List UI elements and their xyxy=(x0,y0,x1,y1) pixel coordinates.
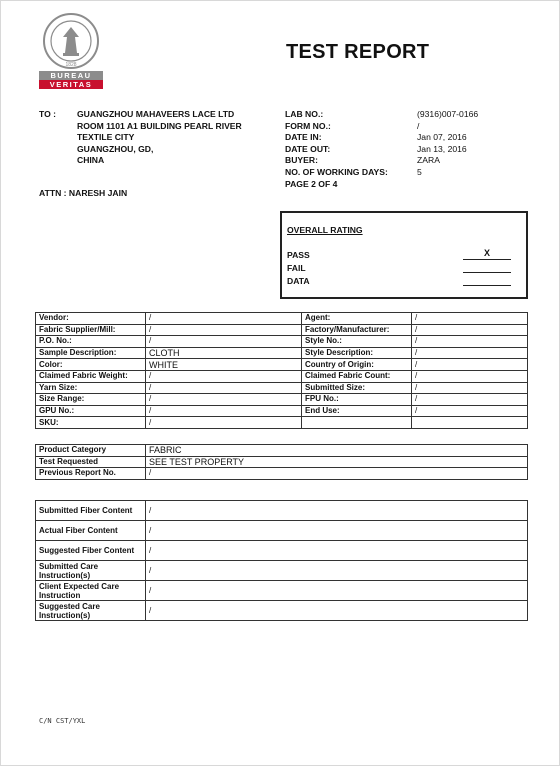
logo-veritas-text: VERITAS xyxy=(39,80,103,89)
field-value: / xyxy=(146,394,302,406)
field-value: / xyxy=(146,417,302,429)
table-row xyxy=(36,561,528,581)
table-row xyxy=(36,521,528,541)
field-label: FPU No.: xyxy=(302,394,412,406)
table-row xyxy=(36,382,528,394)
field-label: Client Expected Care Instruction xyxy=(36,581,146,601)
field-value: FABRIC xyxy=(146,445,528,457)
table-row xyxy=(36,336,528,348)
logo-year: 1828 xyxy=(65,62,77,68)
lab-info-labels xyxy=(285,109,388,190)
field-value: / xyxy=(146,541,528,561)
field-label: Previous Report No. xyxy=(36,468,146,480)
working-days-value: 5 xyxy=(417,166,422,177)
table-row xyxy=(36,456,528,468)
rating-pass-mark: X xyxy=(463,247,511,260)
field-value: / xyxy=(146,561,528,581)
sample-info-body xyxy=(36,313,528,429)
field-label: Sample Description: xyxy=(36,347,146,359)
field-label: Style No.: xyxy=(302,336,412,348)
bureau-veritas-logo xyxy=(39,13,103,89)
fiber-care-body xyxy=(36,501,528,621)
table-row xyxy=(36,324,528,336)
field-label: End Use: xyxy=(302,405,412,417)
field-label: Color: xyxy=(36,359,146,371)
table-row xyxy=(36,541,528,561)
sample-info-table xyxy=(35,312,528,429)
field-value: / xyxy=(412,336,528,348)
address-line: CHINA xyxy=(77,155,105,166)
field-label: Suggested Care Instruction(s) xyxy=(36,601,146,621)
table-row xyxy=(36,417,528,429)
field-label: Suggested Fiber Content xyxy=(36,541,146,561)
buyer-label: BUYER: xyxy=(285,155,318,166)
address-line: TEXTILE CITY xyxy=(77,132,135,143)
field-value: / xyxy=(146,601,528,621)
product-table xyxy=(35,444,528,480)
field-value: / xyxy=(412,313,528,325)
table-row xyxy=(36,601,528,621)
field-label xyxy=(302,417,412,429)
field-value: / xyxy=(146,405,302,417)
working-days-label: NO. OF WORKING DAYS: xyxy=(285,166,388,177)
field-label: Yarn Size: xyxy=(36,382,146,394)
address-line: GUANGZHOU MAHAVEERS LACE LTD xyxy=(77,109,235,119)
lab-no-label: LAB NO.: xyxy=(285,109,324,119)
field-value: SEE TEST PROPERTY xyxy=(146,456,528,468)
field-value: WHITE xyxy=(146,359,302,371)
field-value xyxy=(412,417,528,429)
date-out-label: DATE OUT: xyxy=(285,143,331,154)
overall-rating-box xyxy=(280,211,528,299)
field-value: / xyxy=(412,394,528,406)
fiber-care-table xyxy=(35,500,528,621)
address-line: GUANGZHOU, GD, xyxy=(77,143,154,154)
field-value: / xyxy=(412,359,528,371)
table-row xyxy=(36,394,528,406)
field-value: CLOTH xyxy=(146,347,302,359)
field-label: Submitted Size: xyxy=(302,382,412,394)
rating-pass-label: PASS xyxy=(287,250,310,260)
product-body xyxy=(36,445,528,480)
field-label: Fabric Supplier/Mill: xyxy=(36,324,146,336)
field-label: Actual Fiber Content xyxy=(36,521,146,541)
field-label: Claimed Fabric Count: xyxy=(302,370,412,382)
field-label: Product Category xyxy=(36,445,146,457)
field-label: GPU No.: xyxy=(36,405,146,417)
field-value: / xyxy=(412,370,528,382)
field-value: / xyxy=(146,521,528,541)
field-value: / xyxy=(146,382,302,394)
field-label: Vendor: xyxy=(36,313,146,325)
field-value: / xyxy=(412,382,528,394)
table-row xyxy=(36,313,528,325)
footer-code: C/N CST/YXL xyxy=(39,717,86,725)
field-label: SKU: xyxy=(36,417,146,429)
buyer-value: ZARA xyxy=(417,155,440,166)
field-label: P.O. No.: xyxy=(36,336,146,348)
attention-line: ATTN : NARESH JAIN xyxy=(39,188,128,198)
rating-data-label: DATA xyxy=(287,276,310,286)
field-value: / xyxy=(146,501,528,521)
table-row xyxy=(36,501,528,521)
field-value: / xyxy=(412,324,528,336)
table-row xyxy=(36,468,528,480)
form-no-value: / xyxy=(417,120,420,131)
field-value: / xyxy=(146,370,302,382)
field-value: / xyxy=(412,405,528,417)
field-value: / xyxy=(146,468,528,480)
bureau-veritas-seal-icon xyxy=(39,13,103,69)
table-row xyxy=(36,370,528,382)
field-value: / xyxy=(412,347,528,359)
field-label: Submitted Fiber Content xyxy=(36,501,146,521)
field-label: Test Requested xyxy=(36,456,146,468)
date-out-value: Jan 13, 2016 xyxy=(417,143,467,154)
field-label: Size Range: xyxy=(36,394,146,406)
field-label: Style Description: xyxy=(302,347,412,359)
date-in-value: Jan 07, 2016 xyxy=(417,132,467,143)
rating-fail-label: FAIL xyxy=(287,263,306,273)
field-label: Submitted Care Instruction(s) xyxy=(36,561,146,581)
table-row xyxy=(36,405,528,417)
table-row xyxy=(36,581,528,601)
date-in-label: DATE IN: xyxy=(285,132,322,143)
field-value: / xyxy=(146,324,302,336)
field-value: / xyxy=(146,336,302,348)
address-line: ROOM 1101 A1 BUILDING PEARL RIVER xyxy=(77,120,242,131)
field-value: / xyxy=(146,313,302,325)
field-label: Factory/Manufacturer: xyxy=(302,324,412,336)
lab-info-values xyxy=(417,109,478,179)
field-label: Agent: xyxy=(302,313,412,325)
rating-data-mark xyxy=(463,273,511,286)
table-row xyxy=(36,445,528,457)
field-value: / xyxy=(146,581,528,601)
page-indicator: PAGE 2 OF 4 xyxy=(285,178,338,189)
address-lines xyxy=(77,109,242,167)
overall-rating-title: OVERALL RATING xyxy=(287,225,363,235)
logo-bureau-text: BUREAU xyxy=(39,71,103,80)
field-label: Claimed Fabric Weight: xyxy=(36,370,146,382)
rating-fail-mark xyxy=(463,260,511,273)
table-row xyxy=(36,359,528,371)
form-no-label: FORM NO.: xyxy=(285,120,331,131)
table-row xyxy=(36,347,528,359)
to-label: TO : xyxy=(39,109,57,119)
field-label: Country of Origin: xyxy=(302,359,412,371)
report-title: TEST REPORT xyxy=(286,41,430,63)
lab-no-value: (9316)007-0166 xyxy=(417,109,479,119)
